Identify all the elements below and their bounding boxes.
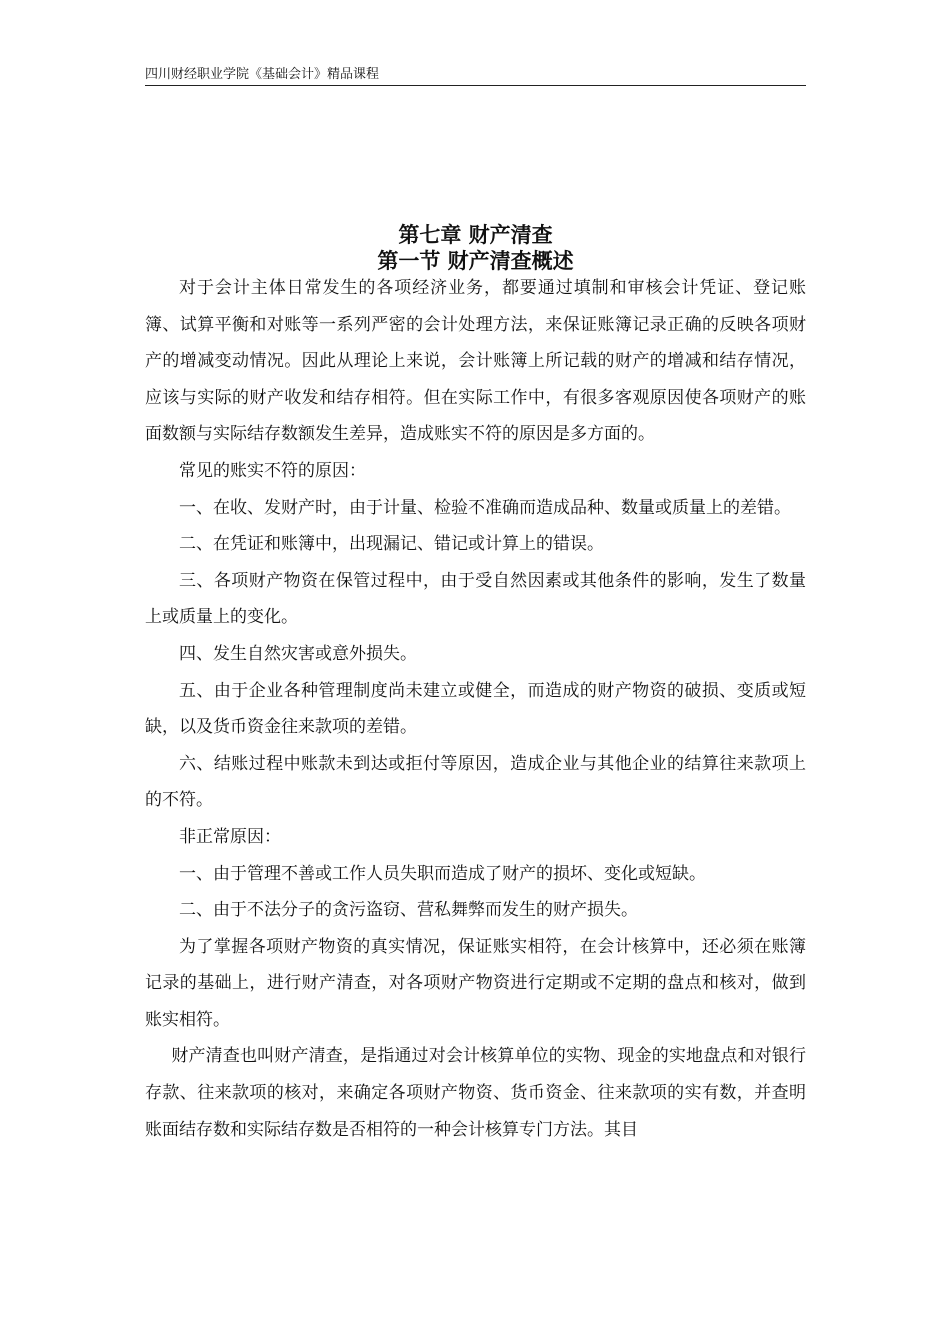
paragraph: 一、由于管理不善或工作人员失职而造成了财产的损坏、变化或短缺。 <box>179 863 706 884</box>
paragraph: 六、结账过程中账款未到达或拒付等原因，造成企业与其他企业的结算往来款项上的不符。 <box>145 753 806 811</box>
paragraph: 财产清查也叫财产清查，是指通过对会计核算单位的实物、现金的实地盘点和对银行存款、往来款项的核对，来确定各项财产物资、货币资金、往来款项的实有数，并查明账面结存数和实际结存数是否相符的一种会计核算专门方法。其目 <box>145 1046 806 1140</box>
paragraph: 非正常原因： <box>179 826 281 847</box>
paragraph: 二、在凭证和账簿中，出现漏记、错记或计算上的错误。 <box>179 534 604 555</box>
paragraph: 五、由于企业各种管理制度尚未建立或健全，而造成的财产物资的破损、变质或短缺，以及货币资金往来款项的差错。 <box>145 680 806 738</box>
paragraph: 四、发生自然灾害或意外损失。 <box>179 643 417 664</box>
paragraph: 为了掌握各项财产物资的真实情况，保证账实相符，在会计核算中，还必须在账簿记录的基础上，进行财产清查，对各项财产物资进行定期或不定期的盘点和核对，做到账实相符。 <box>145 936 806 1030</box>
page-header: 四川财经职业学院《基础会计》精品课程 <box>145 66 806 86</box>
body-text <box>145 270 806 1148</box>
paragraph: 常见的账实不符的原因： <box>179 460 366 481</box>
paragraph: 对于会计主体日常发生的各项经济业务，都要通过填制和审核会计凭证、登记账簿、试算平衡和对账等一系列严密的会计处理方法，来保证账簿记录正确的反映各项财产的增减变动情况。因此从理论上来说，会计账簿上所记载的财产的增减和结存情况，应该与实际的财产收发和结存相符。但在实际工作中，有很多客观原因使各项财产的账面数额与实际结存数额发生差异，造成账实不符的原因是多方面的。 <box>145 278 806 445</box>
paragraph: 三、各项财产物资在保管过程中，由于受自然因素或其他条件的影响，发生了数量上或质量上的变化。 <box>145 570 806 628</box>
paragraph: 二、由于不法分子的贪污盗窃、营私舞弊而发生的财产损失。 <box>179 900 638 921</box>
chapter-title: 第七章 财产清查 <box>398 223 553 247</box>
paragraph: 一、在收、发财产时，由于计量、检验不准确而造成品种、数量或质量上的差错。 <box>179 497 791 518</box>
title-block <box>145 222 806 274</box>
section-title: 第一节 财产清查概述 <box>377 249 574 273</box>
